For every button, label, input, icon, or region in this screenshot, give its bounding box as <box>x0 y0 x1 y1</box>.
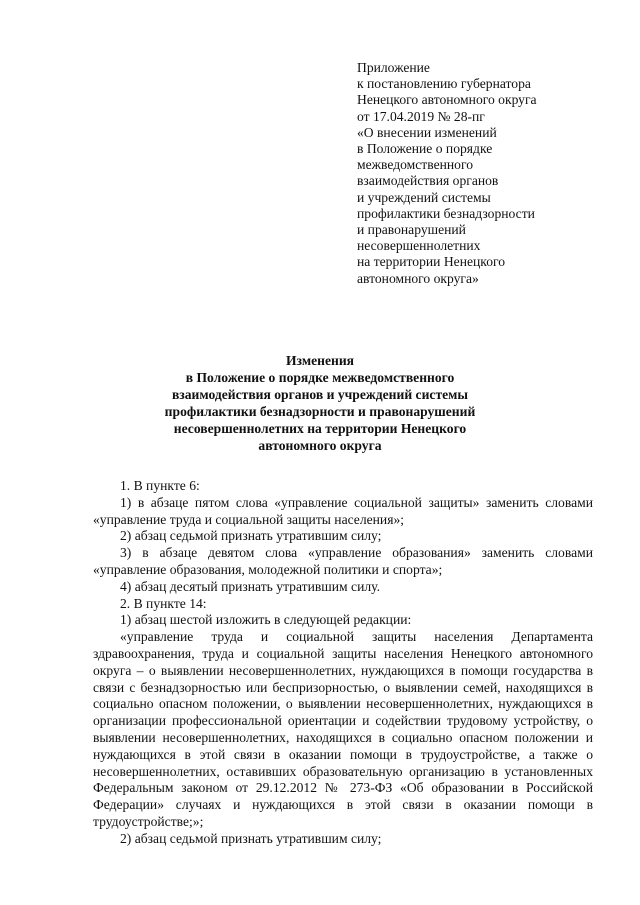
title-line: профилактики безнадзорности и правонарушений <box>164 404 476 419</box>
body-paragraph: 1) в абзаце пятом слова «управление социальной защиты» заменить словами «управление труда и социальной защиты населения»; <box>93 494 593 527</box>
appendix-line: автономного округа» <box>357 270 479 286</box>
body-paragraph: «управление труда и социальной защиты населения Департамента здравоохранения, труда и социальной защиты населения Ненецкого автономного округа – о выявлении несовершеннолетних, нуждающихся в помощи государства в связи с безнадзорностью или беспризорностью, о выявлении семей, находящихся в социально опасном положении, о выявлении несовершеннолетних, нуждающихся в организации профессиональной ориентации и содействии трудовому устройству, о выявлении несовершеннолетних, находящихся в социально опасном положении и нуждающихся в этой связи в оказании помощи в трудоустройстве, а также о несовершеннолетних, оставивших образовательную организацию в установленных Федеральным законом от 29.12.2012 № 273-ФЗ «Об образовании в Российской Федерации» случаях и нуждающихся в этой связи в оказании помощи в трудоустройстве;»; <box>93 629 593 829</box>
appendix-block <box>357 60 537 287</box>
appendix-line: «О внесении изменений <box>357 124 497 140</box>
title-line: несовершеннолетних на территории Ненецкого <box>173 421 467 436</box>
title-line: автономного округа <box>258 438 382 453</box>
appendix-line: межведомственного <box>357 157 474 173</box>
appendix-line: несовершеннолетних <box>357 238 481 254</box>
title-line: Изменения <box>285 353 355 368</box>
title-line: в Положение о порядке межведомственного <box>185 370 455 385</box>
title-line: взаимодействия органов и учреждений системы <box>171 387 469 402</box>
body-paragraph: 2. В пункте 14: <box>120 595 207 611</box>
appendix-line: и правонарушений <box>357 222 466 238</box>
appendix-line: на территории Ненецкого <box>357 254 506 270</box>
appendix-line: взаимодействия органов <box>357 173 499 189</box>
appendix-line: к постановлению губернатора <box>357 76 531 92</box>
body-paragraph: 4) абзац десятый признать утратившим силу. <box>120 578 380 594</box>
body-paragraph: 1) абзац шестой изложить в следующей редакции: <box>120 612 412 628</box>
body-paragraph: 1. В пункте 6: <box>120 478 200 493</box>
body-paragraph: 2) абзац седьмой признать утратившим силу; <box>120 830 382 846</box>
appendix-line: и учреждений системы <box>357 189 491 205</box>
appendix-line: профилактики безнадзорности <box>357 205 535 221</box>
body-paragraph: 2) абзац седьмой признать утратившим силу; <box>120 528 382 544</box>
body-paragraph: 3) в абзаце девятом слова «управление образования» заменить словами «управление образования, молодежной политики и спорта»; <box>93 545 593 577</box>
appendix-line: от 17.04.2019 № 28-пг <box>357 108 485 124</box>
document-title <box>0 352 640 454</box>
appendix-line: в Положение о порядке <box>357 141 493 157</box>
appendix-line: Ненецкого автономного округа <box>357 92 537 108</box>
document-body <box>93 478 593 848</box>
appendix-line: Приложение <box>357 60 430 75</box>
